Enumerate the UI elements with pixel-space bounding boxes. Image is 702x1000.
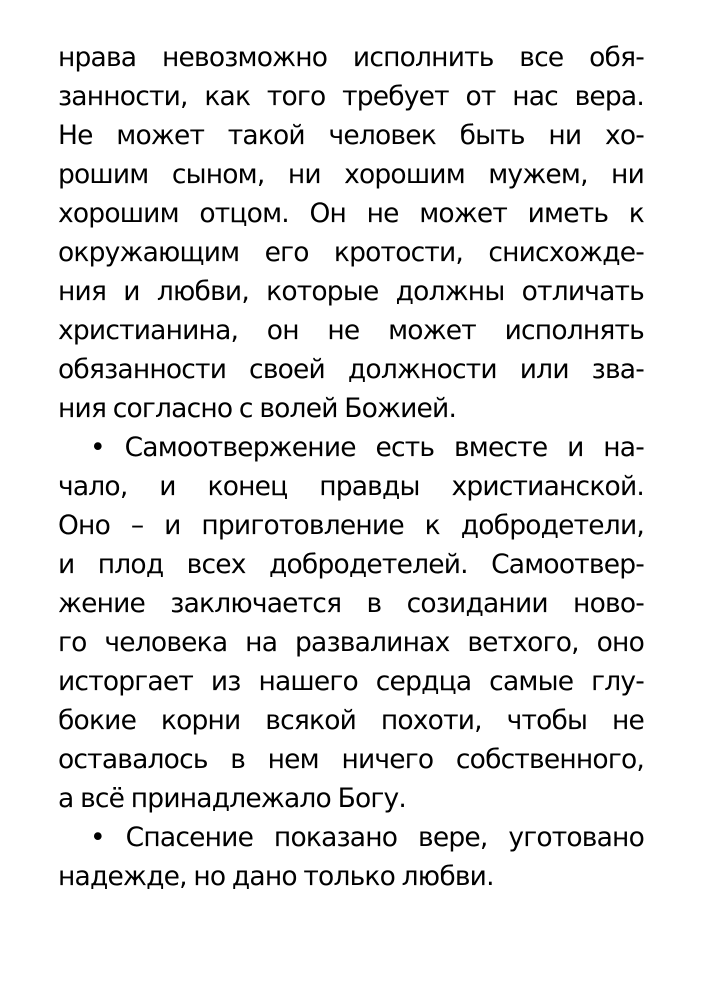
text-line: оставалось в нем ничего собственного, <box>58 744 644 775</box>
text-line: Оно – и приготовление к добродетели, <box>58 510 644 541</box>
text-line: занности, как того требует от нас вера. <box>58 81 644 112</box>
text-line: надежде, но дано только любви. <box>58 861 494 892</box>
paragraph-2 <box>58 428 644 818</box>
text-line: нрава невозможно исполнить все обя- <box>58 42 644 73</box>
paragraph-1 <box>58 38 644 428</box>
paragraph-3 <box>58 818 644 896</box>
text-line: Не может такой человек быть ни хо- <box>58 120 644 151</box>
text-line: христианина, он не может исполнять <box>58 315 644 346</box>
text-line: бокие корни всякой похоти, чтобы не <box>58 705 644 736</box>
text-line: рошим сыном, ни хорошим мужем, ни <box>58 159 644 190</box>
bullet-line: • Самоотвержение есть вместе и на- <box>90 432 644 463</box>
text-line: жение заключается в созидании ново- <box>58 588 644 619</box>
text-line: обязанности своей должности или зва- <box>58 354 644 385</box>
text-line: ния и любви, которые должны отличать <box>58 276 644 307</box>
text-line: а всё принадлежало Богу. <box>58 783 406 814</box>
text-line: исторгает из нашего сердца самые глу- <box>58 666 644 697</box>
text-line: окружающим его кротости, снисхожде- <box>58 237 644 268</box>
bullet-line: • Спасение показано вере, уготовано <box>90 822 644 853</box>
text-line: го человека на развалинах ветхого, оно <box>58 627 644 658</box>
text-line: хорошим отцом. Он не может иметь к <box>58 198 644 229</box>
text-line: и плод всех добродетелей. Самоотвер- <box>58 549 644 580</box>
text-line: ния согласно с волей Божией. <box>58 393 457 424</box>
page-body <box>58 38 644 896</box>
text-line: чало, и конец правды христианской. <box>58 471 644 502</box>
